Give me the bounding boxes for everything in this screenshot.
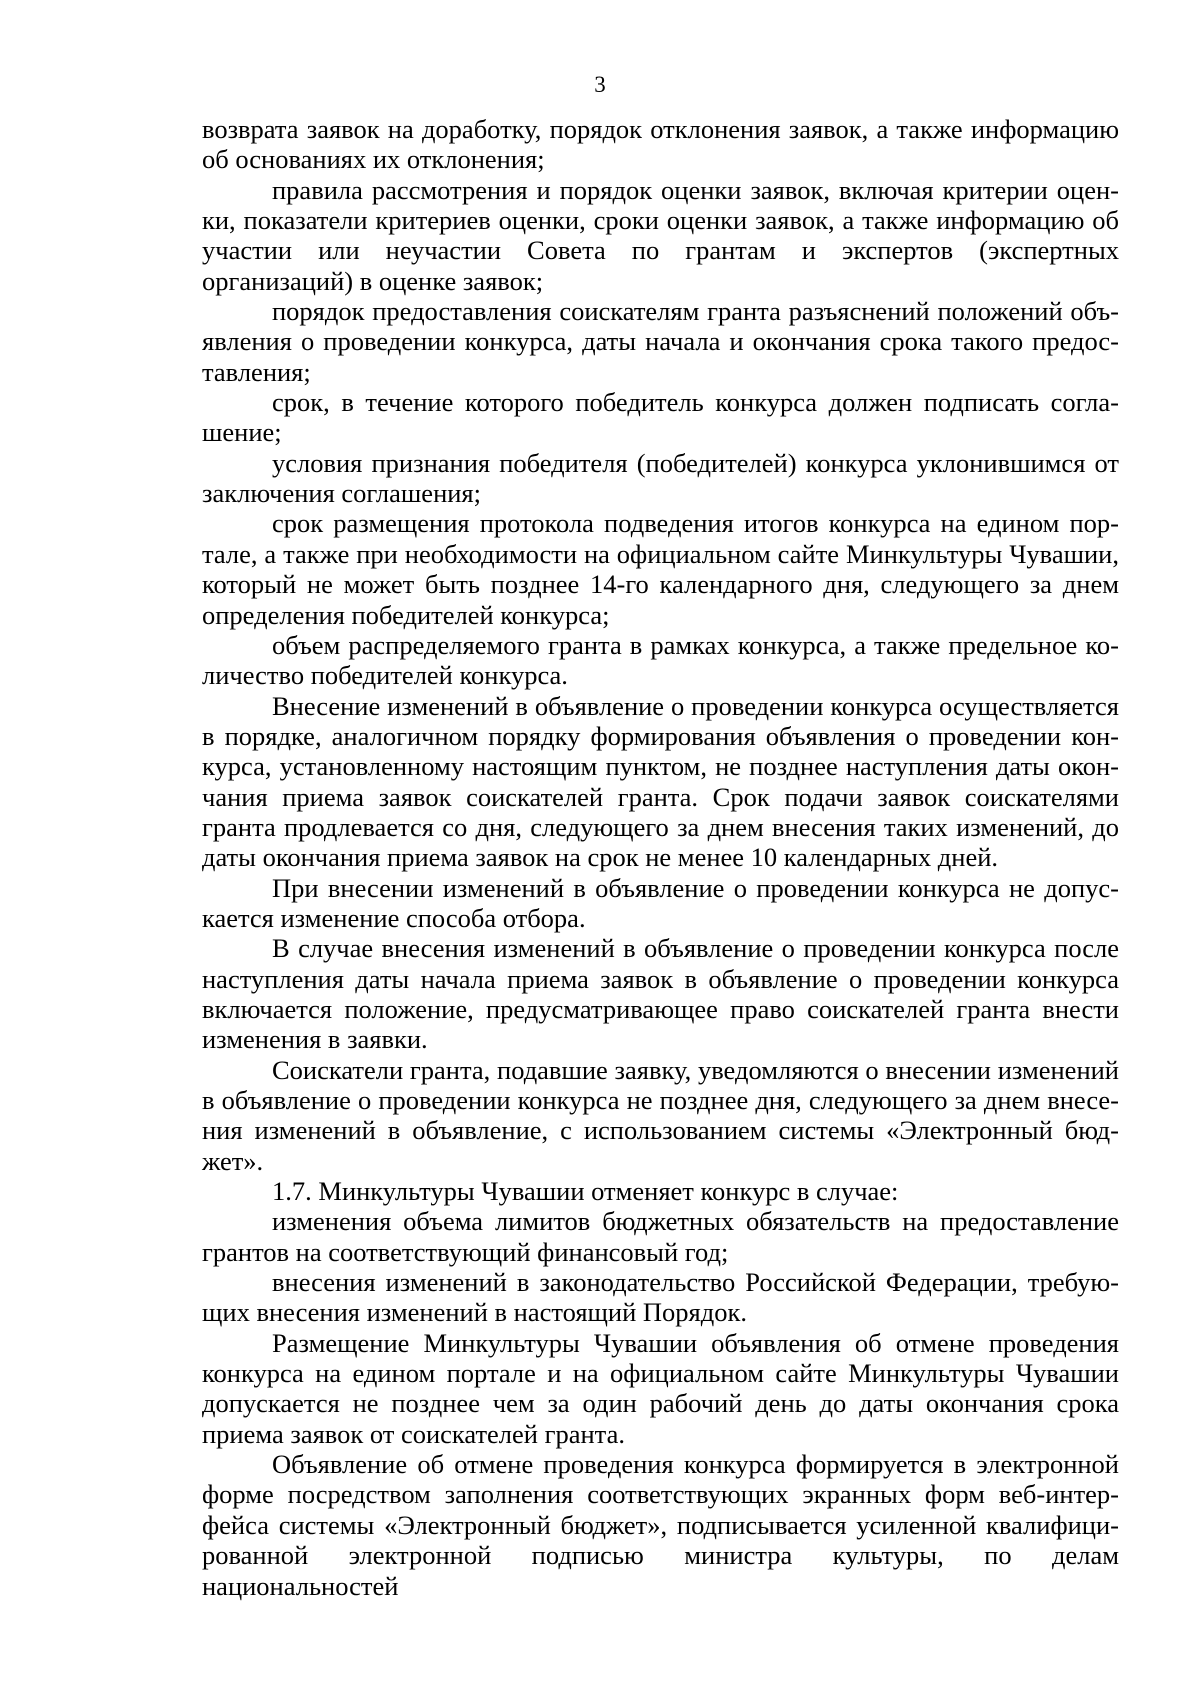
paragraph: срок, в течение которого победитель конкурса должен подписать соглашение; [202,387,1119,448]
paragraph: порядок предоставления соискателям гранта разъяснений положений объявления о проведении конкурса, даты начала и окончания срока такого предоставления; [202,296,1119,387]
paragraph: условия признания победителя (победителей) конкурса уклонившимся от заключения соглашения; [202,447,1119,509]
paragraph: правила рассмотрения и порядок оценки заявок, включая критерии оценки, показатели критериев оценки, сроки оценки заявок, а также информацию об участии или неучастии Совета по грантам и экспертов (экспертных организаций) в оценке заявок; [202,174,1119,296]
paragraph: При внесении изменений в объявление о проведении конкурса не допускается изменение способа отбора. [202,872,1119,933]
paragraph: В случае внесения изменений в объявление о проведении конкурса после наступления даты начала приема заявок в объявление о проведении конкурса включается положение, предусматривающее право соискателей гранта внести изменения в заявки. [202,933,1119,1055]
paragraph: срок размещения протокола подведения итогов конкурса на едином портале, а также при необходимости на официальном сайте Минкультуры Чувашии, который не может быть позднее 14-го календарного дня, следующего за днем определения победителей конкурса; [202,508,1119,630]
paragraph: возврата заявок на доработку, порядок отклонения заявок, а также информацию об основаниях их отклонения; [202,114,1119,175]
paragraph: внесения изменений в законодательство Российской Федерации, требующих внесения изменений в настоящий Порядок. [202,1267,1119,1328]
paragraph: Соискатели гранта, подавшие заявку, уведомляются о внесении изменений в объявление о проведении конкурса не позднее дня, следующего за днем внесения изменений в объявление, с использованием системы «Электронный бюджет». [202,1054,1119,1176]
paragraph: изменения объема лимитов бюджетных обязательств на предоставление грантов на соответствующий финансовый год; [202,1206,1119,1267]
paragraph: 1.7. Минкультуры Чувашии отменяет конкурс в случае: [272,1176,899,1207]
paragraph: Размещение Минкультуры Чувашии объявления об отмене проведения конкурса на едином портале и на официальном сайте Минкультуры Чувашии допускается не позднее чем за один рабочий день до даты окончания срока приема заявок от соискателей гранта. [202,1327,1119,1449]
paragraph: объем распределяемого гранта в рамках конкурса, а также предельное количество победителей конкурса. [202,629,1119,691]
document-body [202,114,1119,1601]
paragraph: Внесение изменений в объявление о проведении конкурса осуществляется в порядке, аналогичном порядку формирования объявления о проведении конкурса, установленному настоящим пунктом, не позднее наступления даты окончания приема заявок соискателей гранта. Срок подачи заявок соискателями гранта продлевается со дня, следующего за днем внесения таких изменений, до даты окончания приема заявок на срок не менее 10 календарных дней. [202,690,1119,873]
paragraph: Объявление об отмене проведения конкурса формируется в электронной форме посредством заполнения соответствующих экранных форм веб-интерфейса системы «Электронный бюджет», подписывается усиленной квалифицированной электронной подписью министра культуры, по делам национальностей [202,1449,1119,1601]
page-number: 3 [594,72,606,97]
